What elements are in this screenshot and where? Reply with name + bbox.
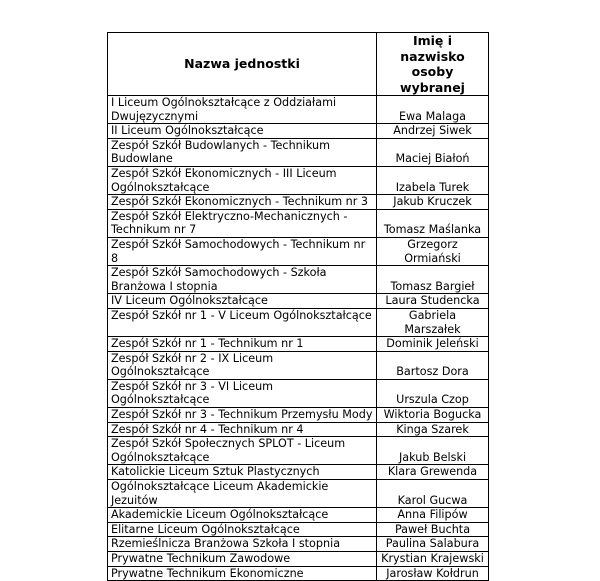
person-name-cell: Jarosław Kołdrun xyxy=(377,566,489,581)
person-name-cell: Wiktoria Bogucka xyxy=(377,408,489,423)
unit-name-cell: Zespół Szkół Samochodowych - Szkoła Branżowa I stopnia xyxy=(108,266,377,294)
header-person: Imię i nazwisko osoby wybranej xyxy=(377,33,489,96)
unit-name-cell: Prywatne Technikum Zawodowe xyxy=(108,552,377,567)
person-name-cell: Urszula Czop xyxy=(377,379,489,407)
person-name-cell: Grzegorz Ormiański xyxy=(377,237,489,265)
table-row xyxy=(108,379,489,407)
person-name-cell: Klara Grewenda xyxy=(377,465,489,480)
table-row xyxy=(108,437,489,465)
unit-name-cell: Rzemieślnicza Branżowa Szkoła I stopnia xyxy=(108,537,377,552)
person-name-cell: Ewa Malaga xyxy=(377,96,489,124)
person-name-cell: Krystian Krajewski xyxy=(377,552,489,567)
selected-persons-table xyxy=(107,32,489,581)
table-row xyxy=(108,465,489,480)
unit-name-cell: Zespół Szkół nr 1 - V Liceum Ogólnokształcące xyxy=(108,308,377,336)
unit-name-cell: Zespół Szkół Budowlanych - Technikum Budowlane xyxy=(108,138,377,166)
unit-name-cell: Zespół Szkół nr 3 - Technikum Przemysłu Mody xyxy=(108,408,377,423)
table-row xyxy=(108,508,489,523)
table-row xyxy=(108,552,489,567)
unit-name-cell: IV Liceum Ogólnokształcące xyxy=(108,294,377,309)
unit-name-cell: Zespół Szkół Ekonomicznych - Technikum nr 3 xyxy=(108,195,377,210)
unit-name-cell: Zespół Szkół Elektryczno-Mechanicznych - Technikum nr 7 xyxy=(108,209,377,237)
table-row xyxy=(108,566,489,581)
table-row xyxy=(108,138,489,166)
person-name-cell: Kinga Szarek xyxy=(377,422,489,437)
table-row xyxy=(108,408,489,423)
table-row xyxy=(108,308,489,336)
person-name-cell: Jakub Kruczek xyxy=(377,195,489,210)
table-row xyxy=(108,209,489,237)
table-row xyxy=(108,522,489,537)
person-name-cell: Laura Studencka xyxy=(377,294,489,309)
person-name-cell: Gabriela Marszałek xyxy=(377,308,489,336)
person-name-cell: Paulina Salabura xyxy=(377,537,489,552)
table-row xyxy=(108,351,489,379)
table-row xyxy=(108,337,489,352)
table-row xyxy=(108,166,489,194)
person-name-cell: Dominik Jeleński xyxy=(377,337,489,352)
unit-name-cell: Zespół Szkół nr 2 - IX Liceum Ogólnokształcące xyxy=(108,351,377,379)
person-name-cell: Bartosz Dora xyxy=(377,351,489,379)
person-name-cell: Maciej Białoń xyxy=(377,138,489,166)
unit-name-cell: Katolickie Liceum Sztuk Plastycznych xyxy=(108,465,377,480)
unit-name-cell: Zespół Szkół Społecznych SPLOT - Liceum Ogólnokształcące xyxy=(108,437,377,465)
unit-name-cell: Akademickie Liceum Ogólnokształcące xyxy=(108,508,377,523)
unit-name-cell: II Liceum Ogólnokształcące xyxy=(108,124,377,139)
unit-name-cell: Elitarne Liceum Ogólnokształcące xyxy=(108,522,377,537)
table-row xyxy=(108,294,489,309)
person-name-cell: Izabela Turek xyxy=(377,166,489,194)
unit-name-cell: Prywatne Technikum Ekonomiczne xyxy=(108,566,377,581)
unit-name-cell: Ogólnokształcące Liceum Akademickie Jezuitów xyxy=(108,480,377,508)
table-header-row xyxy=(108,33,489,96)
table-row xyxy=(108,124,489,139)
unit-name-cell: Zespół Szkół nr 3 - VI Liceum Ogólnokształcące xyxy=(108,379,377,407)
table-row xyxy=(108,266,489,294)
person-name-cell: Tomasz Maślanka xyxy=(377,209,489,237)
person-name-cell: Karol Gucwa xyxy=(377,480,489,508)
table-body xyxy=(108,96,489,581)
unit-name-cell: Zespół Szkół Samochodowych - Technikum nr 8 xyxy=(108,237,377,265)
unit-name-cell: Zespół Szkół nr 1 - Technikum nr 1 xyxy=(108,337,377,352)
table-row xyxy=(108,195,489,210)
person-name-cell: Andrzej Siwek xyxy=(377,124,489,139)
header-unit: Nazwa jednostki xyxy=(108,33,377,96)
table-row xyxy=(108,96,489,124)
table-row xyxy=(108,480,489,508)
table-row xyxy=(108,237,489,265)
unit-name-cell: Zespół Szkół nr 4 - Technikum nr 4 xyxy=(108,422,377,437)
person-name-cell: Tomasz Bargieł xyxy=(377,266,489,294)
person-name-cell: Paweł Buchta xyxy=(377,522,489,537)
table-row xyxy=(108,422,489,437)
person-name-cell: Anna Filipów xyxy=(377,508,489,523)
person-name-cell: Jakub Belski xyxy=(377,437,489,465)
unit-name-cell: Zespół Szkół Ekonomicznych - III Liceum Ogólnokształcące xyxy=(108,166,377,194)
unit-name-cell: I Liceum Ogólnokształcące z Oddziałami Dwujęzycznymi xyxy=(108,96,377,124)
table-row xyxy=(108,537,489,552)
